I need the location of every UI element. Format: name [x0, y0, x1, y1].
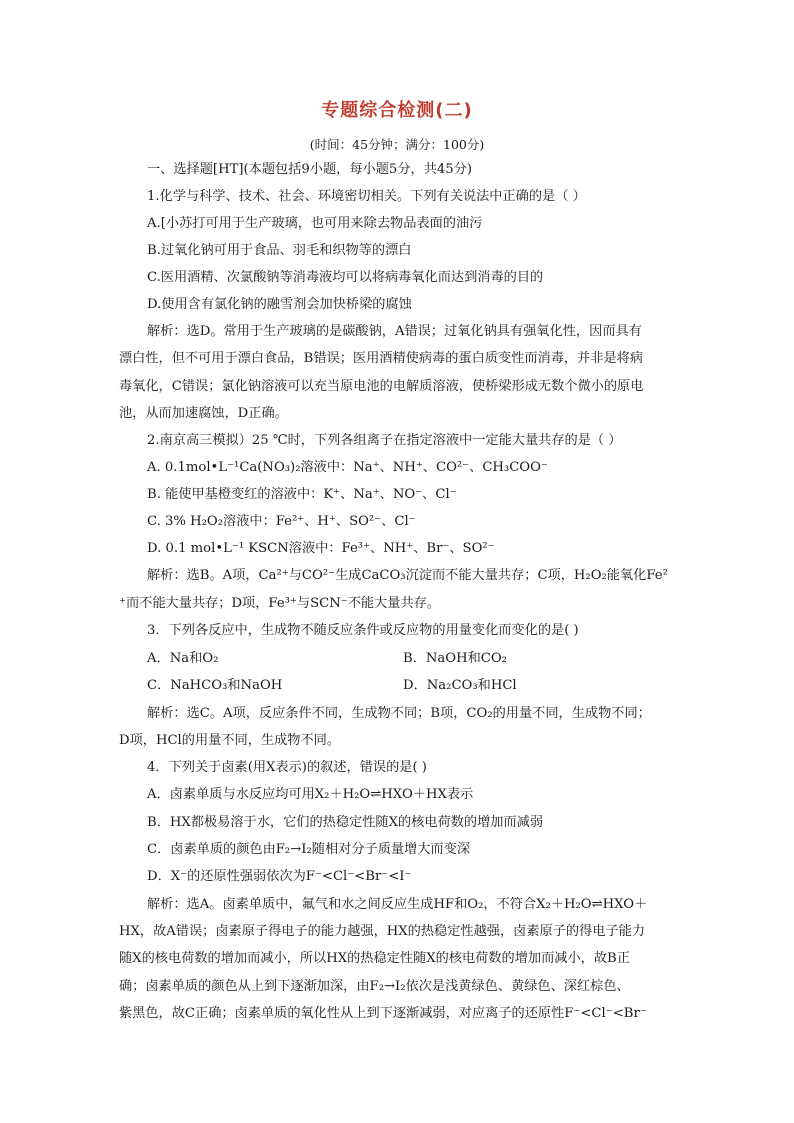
question-3-stem: 3．下列各反应中，生成物不随反应条件或反应物的用量变化而变化的是( ) — [147, 623, 579, 638]
question-4-explanation-line: 随X的核电荷数的增加而减小，所以HX的热稳定性随X的核电荷数的增加而减小，故B正 — [119, 951, 630, 966]
question-2-option-c: C. 3% H₂O₂溶液中：Fe²⁺、H⁺、SO²⁻、Cl⁻ — [147, 514, 416, 529]
question-3-explanation-line: 解析：选C。A项，反应条件不同，生成物不同；B项，CO₂的用量不同，生成物不同； — [147, 706, 651, 721]
question-3-option-d: D．Na₂CO₃和HCl — [403, 678, 517, 693]
question-1-explanation-line: 池，从而加速腐蚀，D正确。 — [119, 406, 288, 421]
question-1-explanation-line: 解析：选D。常用于生产玻璃的是碳酸钠，A错误；过氧化钠具有强氧化性，因而具有 — [147, 324, 642, 339]
section-heading: 一、选择题[HT](本题包括9小题，每小题5分，共45分) — [147, 162, 472, 177]
question-2-explanation-line: 解析：选B。A项，Ca²⁺与CO²⁻生成CaCO₃沉淀而不能大量共存；C项，H₂O₂能氧化Fe² — [147, 568, 668, 583]
question-3-option-c: C．NaHCO₃和NaOH — [147, 678, 283, 693]
question-1-option-c: C.医用酒精、次氯酸钠等消毒液均可以将病毒氧化而达到消毒的目的 — [147, 270, 544, 285]
page-title: 专题综合检测(二) — [321, 100, 473, 121]
question-2-option-b: B. 能使甲基橙变红的溶液中：K⁺、Na⁺、NO⁻、Cl⁻ — [147, 487, 457, 502]
question-3-option-a: A．Na和O₂ — [147, 651, 219, 666]
question-4-explanation-line: 确；卤素单质的颜色从上到下逐渐加深，由F₂→I₂依次是浅黄绿色、黄绿色、深红棕色、 — [119, 979, 630, 994]
question-4-explanation-line: 紫黑色，故C正确；卤素单质的氧化性从上到下逐渐减弱，对应离子的还原性F⁻<Cl⁻<Br⁻ — [119, 1006, 647, 1021]
question-4-option-c: C．卤素单质的颜色由F₂→I₂随相对分子质量增大而变深 — [147, 842, 471, 857]
question-4-option-a: A．卤素单质与水反应均可用X₂＋H₂O⇌HXO＋HX表示 — [147, 787, 474, 802]
question-4-option-b: B．HX都极易溶于水，它们的热稳定性随X的核电荷数的增加而减弱 — [147, 815, 544, 830]
question-4-explanation-line: 解析：选A。卤素单质中，氟气和水之间反应生成HF和O₂，不符合X₂＋H₂O⇌HXO＋ — [147, 897, 648, 912]
question-4-stem: 4．下列关于卤素(用X表示)的叙述，错误的是( ) — [147, 760, 427, 775]
question-1-option-d: D.使用含有氯化钠的融雪剂会加快桥梁的腐蚀 — [147, 297, 412, 312]
question-2-stem: 2.南京高三模拟）25 ℃时，下列各组离子在指定溶液中一定能大量共存的是（ ） — [147, 433, 622, 448]
question-4-option-d: D．X⁻的还原性强弱依次为F⁻<Cl⁻<Br⁻<I⁻ — [147, 869, 412, 884]
question-1-stem: 1.化学与科学、技术、社会、环境密切相关。下列有关说法中正确的是（ ） — [147, 189, 586, 204]
question-4-explanation-line: HX，故A错误；卤素原子得电子的能力越强，HX的热稳定性越强，卤素原子的得电子能力 — [119, 924, 646, 939]
question-2-option-d: D. 0.1 mol•L⁻¹ KSCN溶液中：Fe³⁺、NH⁺、Br⁻、SO²⁻ — [147, 541, 495, 556]
question-3-option-b: B．NaOH和CO₂ — [403, 651, 507, 666]
exam-time-score: (时间：45分钟；满分：100分) — [309, 137, 485, 152]
question-1-explanation-line: 毒氧化，C错误；氯化钠溶液可以充当原电池的电解质溶液，使桥梁形成无数个微小的原电 — [119, 379, 644, 394]
question-2-explanation-line: ⁺而不能大量共存；D项，Fe³⁺与SCN⁻不能大量共存。 — [119, 596, 441, 611]
question-1-explanation-line: 漂白性，但不可用于漂白食品，B错误；医用酒精使病毒的蛋白质变性而消毒，并非是将病 — [119, 351, 643, 366]
question-1-option-a: A.[小苏打可用于生产玻璃，也可用来除去物品表面的油污 — [147, 216, 483, 231]
question-2-option-a: A. 0.1mol•L⁻¹Ca(NO₃)₂溶液中：Na⁺、NH⁺、CO²⁻、CH₃COO⁻ — [147, 460, 548, 475]
question-3-explanation-line: D项，HCl的用量不同，生成物不同。 — [119, 733, 341, 748]
question-1-option-b: B.过氧化钠可用于食品、羽毛和织物等的漂白 — [147, 243, 412, 258]
